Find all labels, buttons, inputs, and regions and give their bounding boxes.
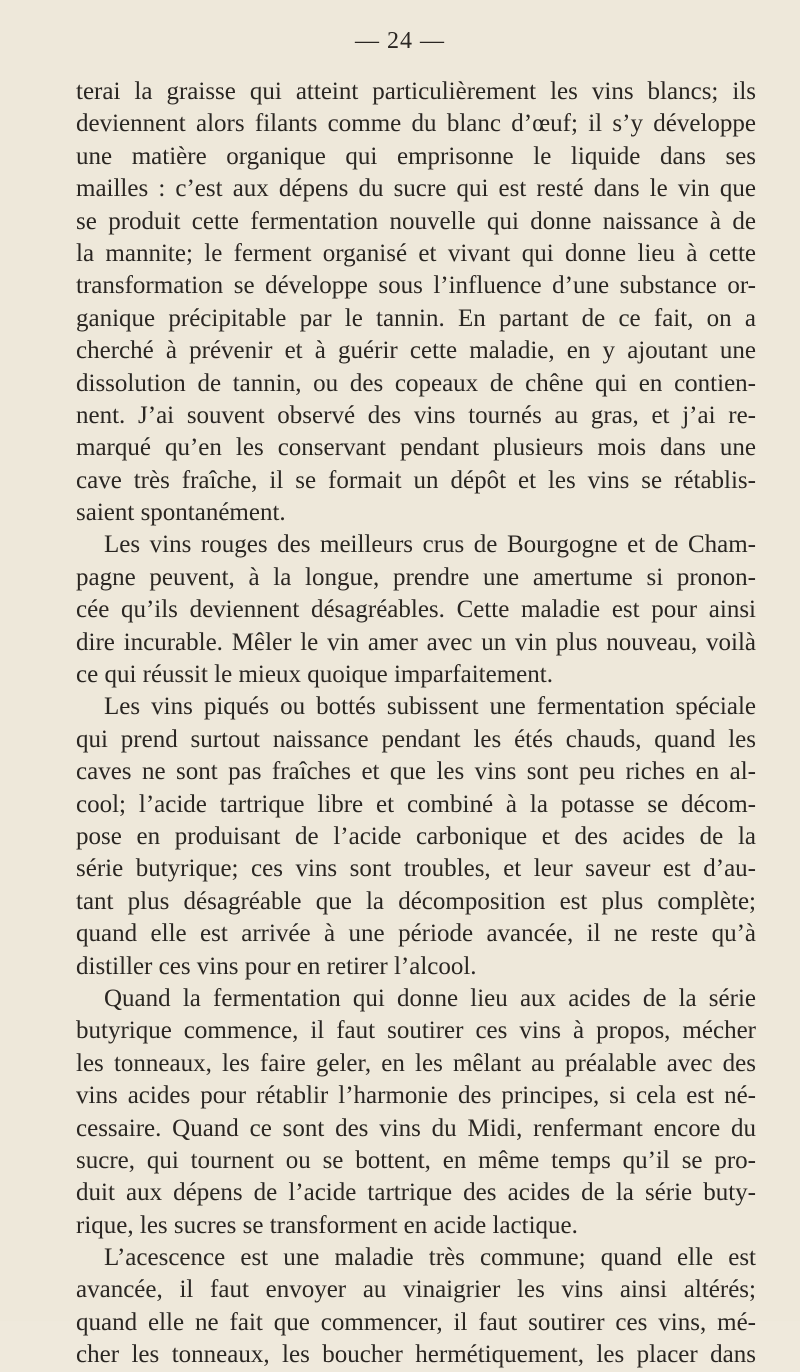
text-line: tant plus désagréable que la décomposition est plus complète;	[76, 887, 756, 915]
text-line: distiller ces vins pour en retirer l’alcool.	[76, 952, 477, 980]
text-line: saient spontanément.	[76, 499, 286, 527]
body-text	[76, 76, 756, 1372]
text-line: deviennent alors filants comme du blanc d’œuf; il s’y développe	[76, 110, 756, 138]
text-line: pagne peuvent, à la longue, prendre une amertume si pronon-	[76, 563, 756, 591]
text-line: quand elle est arrivée à une période avancée, il ne reste qu’à	[76, 920, 756, 948]
page-number: — 24 —	[355, 28, 445, 54]
text-line: avancée, il faut envoyer au vinaigrier les vins ainsi altérés;	[76, 1276, 756, 1304]
text-line: dissolution de tannin, ou des copeaux de chêne qui en contien-	[76, 369, 756, 397]
text-line: nent. J’ai souvent observé des vins tournés au gras, et j’ai re-	[76, 401, 756, 429]
text-line: Les vins piqués ou bottés subissent une fermentation spéciale	[104, 693, 756, 721]
text-line: la mannite; le ferment organisé et vivant qui donne lieu à cette	[76, 239, 756, 267]
text-line: se produit cette fermentation nouvelle qui donne naissance à de	[76, 207, 756, 235]
text-line: L’acescence est une maladie très commune; quand elle est	[104, 1244, 756, 1272]
text-line: butyrique commence, il faut soutirer ces vins à propos, mécher	[76, 1017, 756, 1045]
text-line: cherché à prévenir et à guérir cette maladie, en y ajoutant une	[76, 337, 756, 365]
text-line: Les vins rouges des meilleurs crus de Bourgogne et de Cham-	[104, 531, 756, 559]
text-line: cool; l’acide tartrique libre et combiné à la potasse se décom-	[76, 790, 756, 818]
text-line: cée qu’ils deviennent désagréables. Cette maladie est pour ainsi	[76, 596, 756, 624]
text-line: une matière organique qui emprisonne le liquide dans ses	[76, 142, 756, 170]
text-line: duit aux dépens de l’acide tartrique des acides de la série buty-	[76, 1179, 756, 1207]
text-line: dire incurable. Mêler le vin amer avec un vin plus nouveau, voilà	[76, 628, 756, 656]
text-line: cessaire. Quand ce sont des vins du Midi, renfermant encore du	[76, 1114, 756, 1142]
text-line: sucre, qui tournent ou se bottent, en même temps qu’il se pro-	[76, 1146, 756, 1174]
text-line: qui prend surtout naissance pendant les étés chauds, quand les	[76, 725, 756, 753]
text-line: série butyrique; ces vins sont troubles, et leur saveur est d’au-	[76, 855, 756, 883]
text-line: caves ne sont pas fraîches et que les vins sont peu riches en al-	[76, 758, 756, 786]
text-line: marqué qu’en les conservant pendant plusieurs mois dans une	[76, 434, 756, 462]
text-line: ganique précipitable par le tannin. En partant de ce fait, on a	[76, 304, 756, 332]
text-line: quand elle ne fait que commencer, il faut soutirer ces vins, mé-	[76, 1308, 756, 1336]
text-line: ce qui réussit le mieux quoique imparfaitement.	[76, 661, 553, 689]
text-line: mailles : c’est aux dépens du sucre qui est resté dans le vin que	[76, 175, 756, 203]
text-line: vins acides pour rétablir l’harmonie des principes, si cela est né-	[76, 1082, 756, 1110]
text-line: les tonneaux, les faire geler, en les mêlant au préalable avec des	[76, 1049, 756, 1077]
text-line: rique, les sucres se transforment en acide lactique.	[76, 1211, 578, 1239]
text-line: Quand la fermentation qui donne lieu aux acides de la série	[104, 984, 756, 1012]
text-line: cher les tonneaux, les boucher hermétiquement, les placer dans	[76, 1341, 756, 1369]
text-line: cave très fraîche, il se formait un dépôt et les vins se rétablis-	[76, 466, 756, 494]
text-line: pose en produisant de l’acide carbonique et des acides de la	[76, 822, 756, 850]
text-line: terai la graisse qui atteint particulièrement les vins blancs; ils	[76, 78, 756, 105]
text-line: transformation se développe sous l’influence d’une substance or-	[76, 272, 756, 300]
